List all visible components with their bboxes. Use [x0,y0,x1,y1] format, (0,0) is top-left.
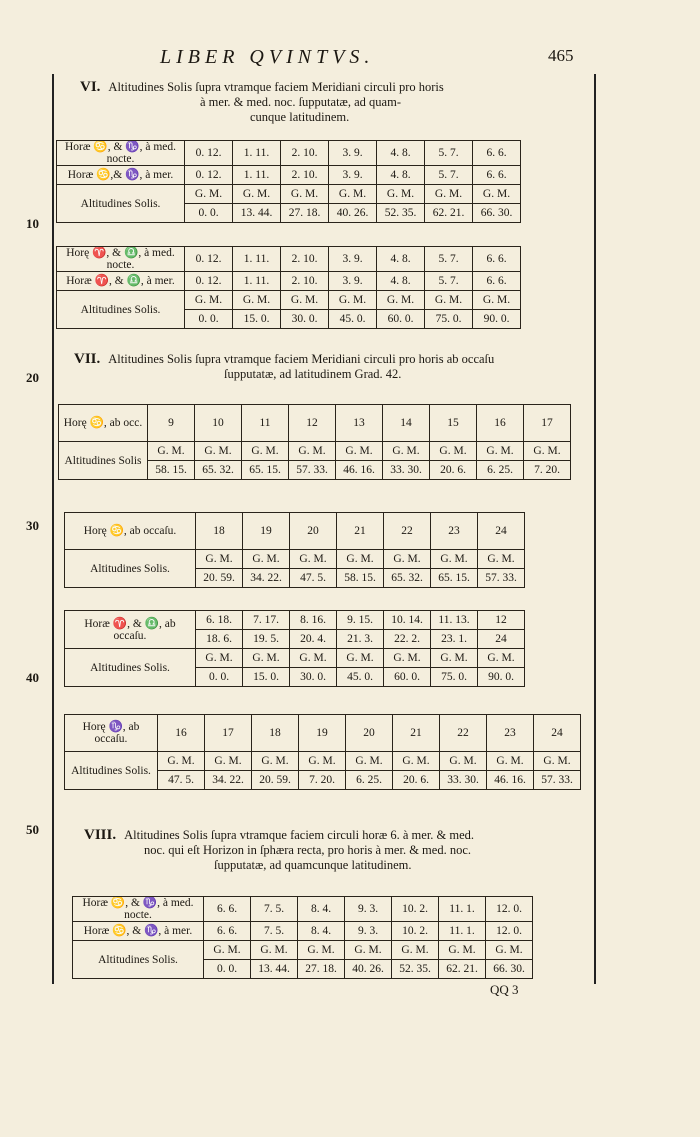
row-label: Horæ ♋,& ♑, à mer. [57,166,185,185]
hour-cell: 17 [205,715,252,752]
table-cell: 20. 59. [196,569,243,588]
unit-cell: G. M. [205,752,252,771]
row-label: Horę ♈, & ♎, à med. nocte. [57,247,185,272]
margin-line-number: 20 [26,370,39,385]
table-cell: 11. 1. [439,922,486,941]
table-cell: 47. 5. [290,569,337,588]
table-cell: 57. 33. [534,771,581,790]
table-cell: 52. 35. [392,960,439,979]
row-label: Horæ ♋, & ♑, à med. noctе. [57,141,185,166]
table-cell: 34. 22. [243,569,290,588]
table-cell: 7. 20. [299,771,346,790]
unit-cell: G. M. [393,752,440,771]
table-cell: 6. 6. [473,166,521,185]
hour-cell: 6. 18. [196,611,243,630]
row-label: Horæ ♋, & ♑, à mer. [73,922,204,941]
table-cell: 6. 6. [473,247,521,272]
table-cell: 27. 18. [281,204,329,223]
page-number: 465 [548,46,574,65]
running-title: LIBER QVINTVS. [160,46,375,68]
unit-cell: G. M. [431,550,478,569]
table-cell: 4. 8. [377,166,425,185]
unit-cell: G. M. [430,442,477,461]
table-cell: 0. 12. [185,166,233,185]
unit-cell: G. M. [298,941,345,960]
table-cell: 5. 7. [425,141,473,166]
table-cell: 15. 0. [233,310,281,329]
caption-line: noc. qui eſt Horizon in ſphæra recta, pro horis à mer. & med. noc. [144,843,471,857]
table-cell: 1. 11. [233,166,281,185]
section-caption [80,80,580,125]
table-row [59,405,571,442]
table-row [73,922,533,941]
unit-cell: G. M. [281,291,329,310]
page-header [0,44,700,74]
table-cell: 10. 2. [392,897,439,922]
table-row [57,291,521,310]
unit-cell: G. M. [383,442,430,461]
unit-cell: G. M. [252,752,299,771]
hour-cell: 14 [383,405,430,442]
table-cell: 46. 16. [336,461,383,480]
unit-cell: G. M. [337,649,384,668]
table-cell: 0. 0. [185,204,233,223]
unit-cell: G. M. [384,550,431,569]
hour-cell: 20 [290,513,337,550]
hour-cell: 24 [534,715,581,752]
unit-cell: G. M. [242,442,289,461]
table-cell: 4. 8. [377,272,425,291]
row-label: Altitudines Solis. [65,550,196,588]
row-label: Horę ♑, ab occaſu. [65,715,158,752]
table-cell: 90. 0. [478,668,525,687]
hour-cell: 16 [477,405,524,442]
unit-cell: G. M. [329,185,377,204]
table-row [65,715,581,752]
table-cell: 20. 59. [252,771,299,790]
table-cell: 47. 5. [158,771,205,790]
hour-cell: 19 [299,715,346,752]
unit-cell: G. M. [345,941,392,960]
caption-line: Altitudines Solis ſupra vtramque faciem circuli horæ 6. à mer. & med. [124,828,475,842]
unit-cell: G. M. [478,550,525,569]
altitude-table [56,140,521,223]
table-cell: 0. 0. [185,310,233,329]
table-row [73,941,533,960]
table-row [65,752,581,771]
unit-cell: G. M. [478,649,525,668]
altitude-table [72,896,533,979]
unit-cell: G. M. [329,291,377,310]
table-cell: 6. 6. [204,922,251,941]
hour-cell: 12 [478,611,525,630]
table-row [57,272,521,291]
table-cell: 62. 21. [439,960,486,979]
margin-line-number: 40 [26,670,39,685]
row-label: Horę ♋, ab occ. [59,405,148,442]
table-cell: 40. 26. [345,960,392,979]
unit-cell: G. M. [243,550,290,569]
table-cell: 9. 3. [345,897,392,922]
table-cell: 3. 9. [329,166,377,185]
unit-cell: G. M. [337,550,384,569]
hour-cell: 17 [524,405,571,442]
caption-line: Altitudines Solis ſupra vtramque faciem Meridiani circuli pro horis ab occaſu [108,352,495,366]
hour-cell: 15 [430,405,477,442]
section-number: VI. [80,79,101,95]
table-cell: 5. 7. [425,272,473,291]
hour-cell: 9 [148,405,195,442]
row-label: Horę ♋, ab occaſu. [65,513,196,550]
unit-cell: G. M. [346,752,393,771]
table-cell: 65. 15. [431,569,478,588]
unit-cell: G. M. [290,550,337,569]
unit-cell: G. M. [473,185,521,204]
unit-cell: G. M. [233,185,281,204]
altitude-table [58,404,571,480]
table-cell: 1. 11. [233,141,281,166]
hour-cell: 20. 4. [290,630,337,649]
hour-cell: 24 [478,630,525,649]
table-cell: 6. 6. [473,141,521,166]
table-cell: 27. 18. [298,960,345,979]
unit-cell: G. M. [281,185,329,204]
unit-cell: G. M. [392,941,439,960]
table-cell: 30. 0. [290,668,337,687]
unit-cell: G. M. [439,941,486,960]
margin-line-number: 10 [26,216,39,231]
row-label: Altitudines Solis. [57,185,185,223]
table-cell: 6. 6. [204,897,251,922]
signature-mark: QQ 3 [490,982,519,997]
unit-cell: G. M. [185,185,233,204]
hour-cell: 21 [393,715,440,752]
table-cell: 4. 8. [377,141,425,166]
hour-cell: 13 [336,405,383,442]
row-label: Altitudines Solis. [73,941,204,979]
row-label: Altitudines Solis [59,442,148,480]
table-cell: 75. 0. [425,310,473,329]
unit-cell: G. M. [377,185,425,204]
table-cell: 45. 0. [329,310,377,329]
table-cell: 4. 8. [377,247,425,272]
unit-cell: G. M. [290,649,337,668]
unit-cell: G. M. [204,941,251,960]
table-cell: 57. 33. [478,569,525,588]
table-row [65,611,525,630]
table-row [57,166,521,185]
hour-cell: 18 [252,715,299,752]
table-cell: 13. 44. [251,960,298,979]
caption-line: Altitudines Solis ſupra vtramque faciem Meridiani circuli pro horis [108,80,444,94]
table-cell: 66. 30. [473,204,521,223]
table-cell: 7. 5. [251,922,298,941]
table-cell: 3. 9. [329,141,377,166]
table-row [73,897,533,922]
unit-cell: G. M. [425,185,473,204]
table-cell: 58. 15. [148,461,195,480]
hour-cell: 23 [431,513,478,550]
altitude-table [56,246,521,329]
table-cell: 57. 33. [289,461,336,480]
unit-cell: G. M. [524,442,571,461]
table-row [65,513,525,550]
hour-cell: 18. 6. [196,630,243,649]
table-cell: 2. 10. [281,141,329,166]
hour-cell: 9. 15. [337,611,384,630]
table-cell: 33. 30. [440,771,487,790]
unit-cell: G. M. [299,752,346,771]
section-caption [74,352,584,382]
table-row [57,141,521,166]
table-cell: 0. 0. [196,668,243,687]
altitude-table [64,610,525,687]
caption-line: ſupputatæ, ad quamcunque latitudinem. [214,858,412,872]
unit-cell: G. M. [534,752,581,771]
unit-cell: G. M. [233,291,281,310]
table-row [57,247,521,272]
hour-cell: 11. 13. [431,611,478,630]
table-row [59,442,571,461]
unit-cell: G. M. [477,442,524,461]
table-cell: 60. 0. [384,668,431,687]
table-cell: 5. 7. [425,247,473,272]
section-number: VII. [74,351,101,367]
table-cell: 58. 15. [337,569,384,588]
section-number: VIII. [84,827,117,843]
table-row [65,550,525,569]
table-cell: 11. 1. [439,897,486,922]
table-cell: 0. 0. [204,960,251,979]
hour-cell: 16 [158,715,205,752]
table-cell: 46. 16. [487,771,534,790]
unit-cell: G. M. [195,442,242,461]
table-cell: 13. 44. [233,204,281,223]
section-caption [84,828,584,873]
unit-cell: G. M. [473,291,521,310]
table-cell: 2. 10. [281,272,329,291]
table-cell: 6. 25. [477,461,524,480]
unit-cell: G. M. [289,442,336,461]
unit-cell: G. M. [196,649,243,668]
altitude-table [64,714,581,790]
row-label: Altitudines Solis. [65,649,196,687]
hour-cell: 23. 1. [431,630,478,649]
table-row [57,185,521,204]
table-cell: 45. 0. [337,668,384,687]
table-cell: 9. 3. [345,922,392,941]
table-cell: 8. 4. [298,922,345,941]
hour-cell: 11 [242,405,289,442]
table-cell: 7. 5. [251,897,298,922]
table-cell: 65. 15. [242,461,289,480]
table-cell: 5. 7. [425,166,473,185]
table-cell: 62. 21. [425,204,473,223]
table-cell: 3. 9. [329,272,377,291]
unit-cell: G. M. [336,442,383,461]
caption-line: à mer. & med. noc. ſupputatæ, ad quam- [200,95,401,109]
table-cell: 0. 12. [185,272,233,291]
hour-cell: 18 [196,513,243,550]
row-label: Horæ ♈, & ♎, ab occaſu. [65,611,196,649]
hour-cell: 22 [384,513,431,550]
unit-cell: G. M. [196,550,243,569]
table-cell: 65. 32. [195,461,242,480]
hour-cell: 7. 17. [243,611,290,630]
table-cell: 7. 20. [524,461,571,480]
hour-cell: 22 [440,715,487,752]
table-cell: 12. 0. [486,897,533,922]
table-cell: 33. 30. [383,461,430,480]
unit-cell: G. M. [486,941,533,960]
hour-cell: 21. 3. [337,630,384,649]
table-cell: 1. 11. [233,272,281,291]
unit-cell: G. M. [487,752,534,771]
table-cell: 0. 12. [185,141,233,166]
row-label: Horæ ♋, & ♑, à med. nocte. [73,897,204,922]
hour-cell: 23 [487,715,534,752]
table-cell: 60. 0. [377,310,425,329]
table-cell: 20. 6. [430,461,477,480]
hour-cell: 22. 2. [384,630,431,649]
altitude-table [64,512,525,588]
unit-cell: G. M. [440,752,487,771]
caption-line: cunque latitudinem. [250,110,350,124]
hour-cell: 21 [337,513,384,550]
unit-cell: G. M. [425,291,473,310]
hour-cell: 19 [243,513,290,550]
margin-line-number: 50 [26,822,39,837]
table-row [65,649,525,668]
hour-cell: 20 [346,715,393,752]
caption-line: ſupputatæ, ad latitudinem Grad. 42. [224,367,402,381]
table-cell: 10. 2. [392,922,439,941]
hour-cell: 8. 16. [290,611,337,630]
table-cell: 3. 9. [329,247,377,272]
table-cell: 15. 0. [243,668,290,687]
margin-line-number: 30 [26,518,39,533]
table-cell: 1. 11. [233,247,281,272]
unit-cell: G. M. [377,291,425,310]
unit-cell: G. M. [384,649,431,668]
row-label: Altitudines Solis. [57,291,185,329]
table-cell: 20. 6. [393,771,440,790]
table-cell: 75. 0. [431,668,478,687]
table-cell: 6. 25. [346,771,393,790]
table-cell: 2. 10. [281,166,329,185]
table-cell: 6. 6. [473,272,521,291]
unit-cell: G. M. [148,442,195,461]
hour-cell: 10 [195,405,242,442]
table-cell: 40. 26. [329,204,377,223]
row-label: Altitudines Solis. [65,752,158,790]
unit-cell: G. M. [158,752,205,771]
row-label: Horæ ♈, & ♎, à mer. [57,272,185,291]
hour-cell: 12 [289,405,336,442]
hour-cell: 10. 14. [384,611,431,630]
table-cell: 12. 0. [486,922,533,941]
unit-cell: G. M. [185,291,233,310]
table-cell: 52. 35. [377,204,425,223]
table-cell: 0. 12. [185,247,233,272]
unit-cell: G. M. [431,649,478,668]
table-cell: 66. 30. [486,960,533,979]
table-cell: 2. 10. [281,247,329,272]
table-cell: 90. 0. [473,310,521,329]
hour-cell: 24 [478,513,525,550]
unit-cell: G. M. [243,649,290,668]
hour-cell: 19. 5. [243,630,290,649]
table-cell: 30. 0. [281,310,329,329]
table-cell: 34. 22. [205,771,252,790]
table-cell: 65. 32. [384,569,431,588]
table-cell: 8. 4. [298,897,345,922]
unit-cell: G. M. [251,941,298,960]
